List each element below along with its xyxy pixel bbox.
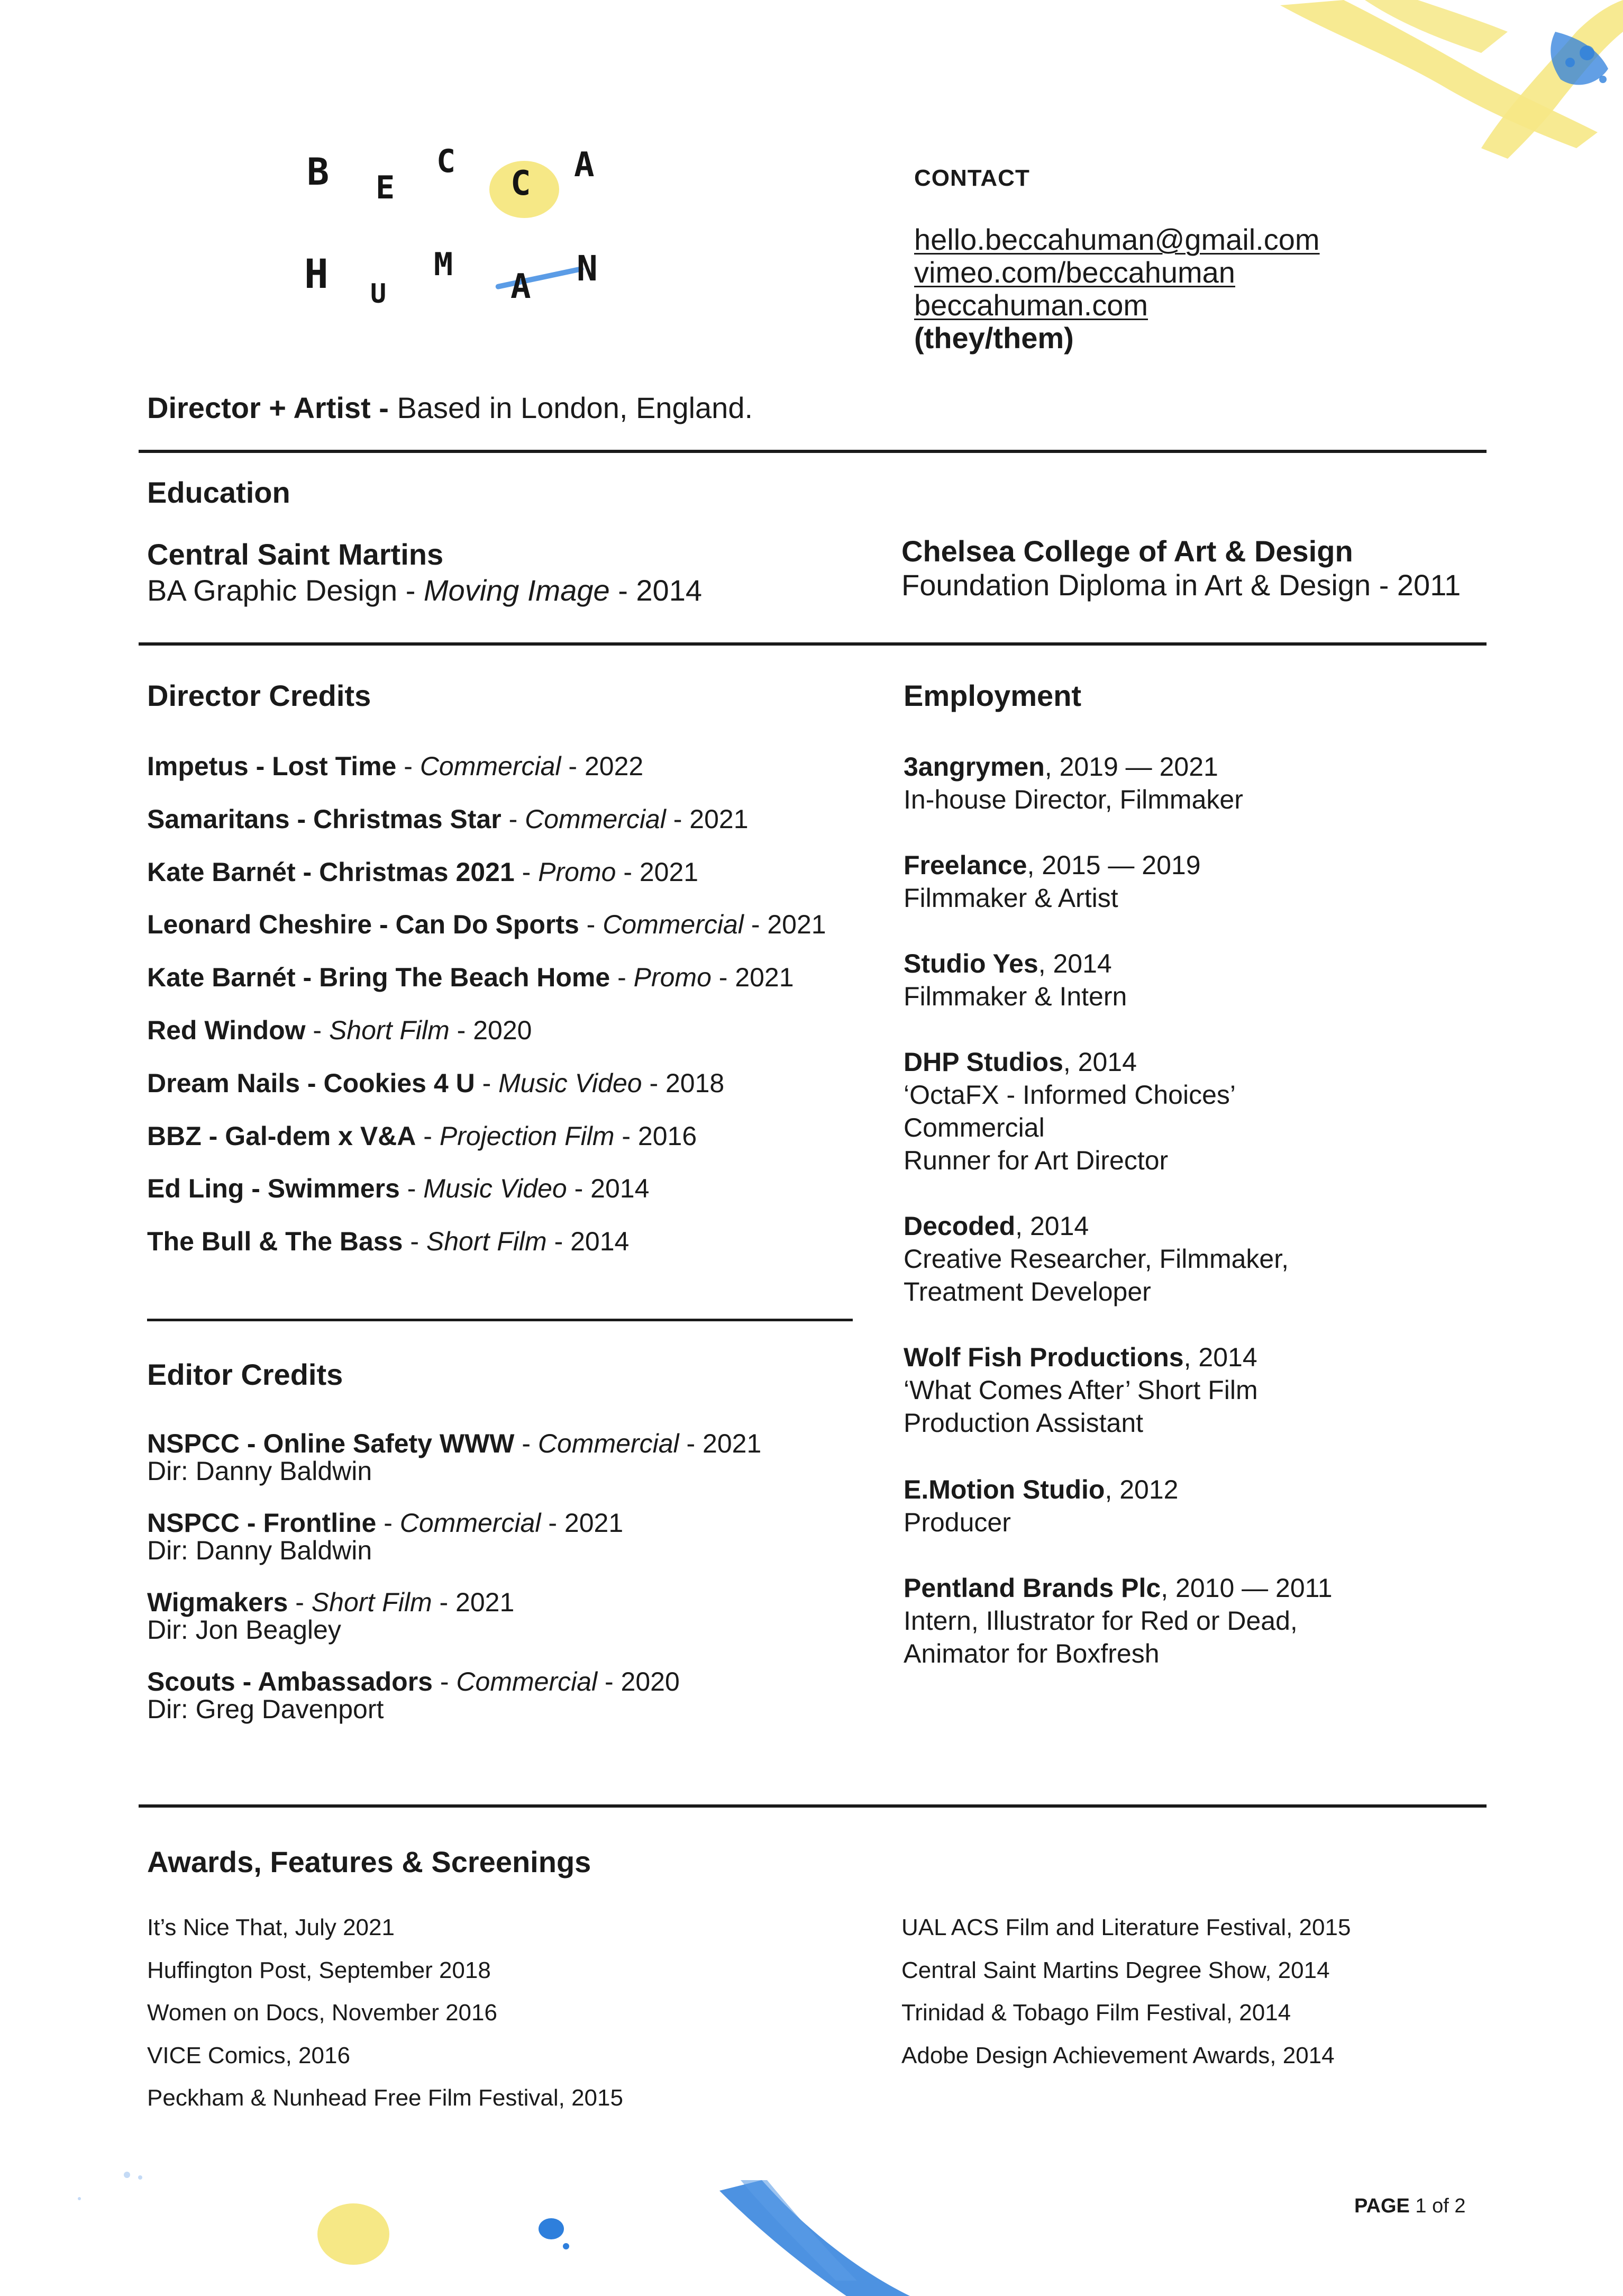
credit-title: Impetus - Lost Time (147, 751, 397, 781)
education-school: Chelsea College of Art & Design (901, 534, 1353, 568)
employment-role: Runner for Art Director (904, 1146, 1169, 1175)
credit-type: Short Film (311, 1587, 432, 1617)
director-credit-item: Kate Barnét - Bring The Beach Home - Promo - 2021 (147, 963, 794, 993)
divider (139, 450, 1487, 453)
editor-credit-item: Scouts - Ambassadors - Commercial - 2020 Dir: Greg Davenport (147, 1667, 680, 1724)
credit-type: Short Film (426, 1227, 547, 1257)
employment-dates: , 2019 — 2021 (1044, 752, 1218, 782)
credit-type: Commercial (537, 1429, 679, 1458)
credit-type: Music Video (498, 1068, 642, 1098)
credit-title: Scouts - Ambassadors (147, 1667, 433, 1696)
credit-type: Music Video (423, 1174, 567, 1204)
page-indicator (1354, 2195, 1466, 2218)
credit-title: Dream Nails - Cookies 4 U (147, 1068, 475, 1098)
education-year: - 2014 (609, 574, 702, 607)
paint-splash-bottom (0, 2148, 1623, 2296)
editor-credits-heading: Editor Credits (147, 1358, 343, 1391)
award-item: Trinidad & Tobago Film Festival, 2014 (901, 2000, 1291, 2026)
credit-year: 2021 (703, 1429, 762, 1458)
credit-year: 2021 (735, 963, 794, 993)
director-credit-item: Ed Ling - Swimmers - Music Video - 2014 (147, 1174, 650, 1204)
employment-role: Filmmaker & Intern (904, 982, 1127, 1011)
director-credit-item: Leonard Cheshire - Can Do Sports - Commercial - 2021 (147, 910, 826, 940)
divider (147, 1319, 853, 1321)
credit-title: Kate Barnét - Bring The Beach Home (147, 963, 610, 993)
education-item (147, 537, 702, 609)
employment-role: In-house Director, Filmmaker (904, 785, 1243, 814)
page-number: 1 of 2 (1409, 2195, 1466, 2217)
credit-type: Commercial (456, 1667, 598, 1696)
logo-letter: A (510, 267, 531, 306)
employment-dates: , 2015 — 2019 (1027, 850, 1201, 880)
page-label: PAGE (1354, 2195, 1410, 2217)
director-credit-item: BBZ - Gal-dem x V&A - Projection Film - 2016 (147, 1121, 697, 1151)
education-degree: BA Graphic Design - (147, 574, 424, 607)
education-degree: Foundation Diploma in Art & Design - 2011 (901, 568, 1461, 602)
credit-year: 2021 (767, 910, 826, 940)
employment-role: ‘What Comes After’ Short Film (904, 1375, 1258, 1405)
employment-dates: , 2012 (1105, 1475, 1179, 1504)
education-heading: Education (147, 476, 290, 509)
credit-director: Dir: Danny Baldwin (147, 1536, 372, 1565)
credit-type: Commercial (525, 804, 666, 834)
employment-company: DHP Studios (904, 1047, 1063, 1077)
credit-title: Leonard Cheshire - Can Do Sports (147, 910, 579, 940)
credit-year: 2014 (590, 1174, 650, 1204)
tagline-location: Based in London, England. (388, 391, 753, 424)
logo-letter: N (577, 248, 598, 289)
award-item: VICE Comics, 2016 (147, 2042, 350, 2068)
pronouns: (they/them) (914, 321, 1074, 355)
employment-item (904, 1046, 1236, 1177)
divider (139, 1804, 1487, 1808)
employment-heading: Employment (904, 679, 1082, 712)
employment-item (904, 1210, 1289, 1308)
paint-splash-top-right (1259, 0, 1623, 159)
employment-item (904, 1341, 1258, 1439)
logo-letter: U (370, 278, 387, 309)
director-credit-item: Impetus - Lost Time - Commercial - 2022 (147, 751, 644, 781)
credit-type: Commercial (399, 1508, 541, 1538)
credit-type: Projection Film (439, 1121, 615, 1151)
employment-item (904, 750, 1243, 816)
employment-role: Production Assistant (904, 1408, 1144, 1438)
employment-company: Studio Yes (904, 949, 1038, 978)
logo-blue-stroke (495, 266, 584, 289)
contact-heading: CONTACT (914, 165, 1030, 191)
credit-title: BBZ - Gal-dem x V&A (147, 1121, 416, 1151)
employment-role: Producer (904, 1508, 1011, 1537)
logo-letter: M (434, 246, 453, 283)
employment-role: Filmmaker & Artist (904, 883, 1118, 913)
education-school: Central Saint Martins (147, 538, 444, 571)
vimeo-link[interactable]: vimeo.com/beccahuman (914, 256, 1235, 289)
email-link[interactable]: hello.beccahuman@gmail.com (914, 223, 1320, 256)
award-item: Adobe Design Achievement Awards, 2014 (901, 2042, 1335, 2068)
employment-dates: , 2014 (1063, 1047, 1137, 1077)
credit-year: 2014 (570, 1227, 630, 1257)
credit-type: Commercial (603, 910, 744, 940)
credit-title: The Bull & The Bass (147, 1227, 403, 1257)
credit-year: 2021 (455, 1587, 515, 1617)
director-credit-item: Red Window - Short Film - 2020 (147, 1015, 532, 1045)
credit-title: Red Window (147, 1015, 306, 1045)
employment-item (904, 947, 1127, 1013)
credit-year: 2018 (665, 1068, 725, 1098)
award-item: Central Saint Martins Degree Show, 2014 (901, 1957, 1330, 1983)
awards-heading: Awards, Features & Screenings (147, 1845, 591, 1878)
credit-title: Kate Barnét - Christmas 2021 (147, 857, 515, 887)
credit-year: 2021 (689, 804, 749, 834)
education-specialism: Moving Image (423, 574, 610, 607)
employment-company: E.Motion Studio (904, 1475, 1105, 1504)
employment-company: 3angrymen (904, 752, 1045, 782)
employment-dates: , 2014 (1015, 1211, 1089, 1241)
award-item: Huffington Post, September 2018 (147, 1957, 491, 1983)
website-link[interactable]: beccahuman.com (914, 288, 1148, 322)
director-credit-item: The Bull & The Bass - Short Film - 2014 (147, 1227, 630, 1257)
logo-letter: H (304, 250, 329, 297)
credit-title: NSPCC - Online Safety WWW (147, 1429, 515, 1458)
editor-credit-item: NSPCC - Online Safety WWW - Commercial - 2021 Dir: Danny Baldwin (147, 1429, 762, 1486)
editor-credit-item: Wigmakers - Short Film - 2021 Dir: Jon Beagley (147, 1587, 515, 1645)
credit-title: NSPCC - Frontline (147, 1508, 377, 1538)
credit-title: Wigmakers (147, 1587, 288, 1617)
logo-letter: C (436, 143, 456, 180)
logo (296, 143, 624, 323)
employment-dates: , 2010 — 2011 (1161, 1573, 1333, 1603)
employment-company: Pentland Brands Plc (904, 1573, 1161, 1603)
credit-year: 2021 (564, 1508, 624, 1538)
director-credit-item: Samaritans - Christmas Star - Commercial - 2021 (147, 804, 749, 834)
credit-year: 2020 (621, 1667, 680, 1696)
employment-role: Animator for Boxfresh (904, 1639, 1160, 1668)
tagline (147, 391, 753, 425)
credit-year: 2021 (639, 857, 699, 887)
employment-item (904, 849, 1201, 914)
tagline-role: Director + Artist - (147, 391, 389, 424)
director-credits-heading: Director Credits (147, 679, 371, 712)
logo-letter: E (376, 169, 395, 206)
credit-year: 2022 (584, 751, 644, 781)
logo-letter: A (574, 146, 595, 185)
education-item (901, 534, 1461, 602)
credit-type: Short Film (329, 1015, 450, 1045)
credit-type: Promo (538, 857, 616, 887)
credit-year: 2020 (473, 1015, 532, 1045)
employment-role: Treatment Developer (904, 1277, 1151, 1306)
award-item: It’s Nice That, July 2021 (147, 1914, 395, 1940)
employment-role: Creative Researcher, Filmmaker, (904, 1244, 1289, 1274)
credit-director: Dir: Danny Baldwin (147, 1456, 372, 1486)
director-credit-item: Kate Barnét - Christmas 2021 - Promo - 2021 (147, 857, 699, 887)
credit-type: Promo (633, 963, 712, 993)
employment-company: Decoded (904, 1211, 1016, 1241)
director-credit-item: Dream Nails - Cookies 4 U - Music Video - 2018 (147, 1068, 725, 1098)
employment-dates: , 2014 (1183, 1342, 1257, 1372)
employment-role: Intern, Illustrator for Red or Dead, (904, 1606, 1298, 1636)
credit-type: Commercial (420, 751, 561, 781)
logo-letter: C (510, 164, 531, 203)
logo-letter: B (307, 150, 330, 194)
employment-item (904, 1473, 1178, 1539)
employment-role: Commercial (904, 1113, 1045, 1142)
award-item: Women on Docs, November 2016 (147, 2000, 497, 2026)
credit-title: Samaritans - Christmas Star (147, 804, 502, 834)
award-item: UAL ACS Film and Literature Festival, 2015 (901, 1914, 1351, 1940)
credit-title: Ed Ling - Swimmers (147, 1174, 400, 1204)
employment-item (904, 1572, 1333, 1670)
employment-dates: , 2014 (1038, 949, 1112, 978)
employment-company: Wolf Fish Productions (904, 1342, 1184, 1372)
contact-block (914, 165, 1496, 355)
award-item: Peckham & Nunhead Free Film Festival, 2015 (147, 2085, 623, 2111)
credit-director: Dir: Jon Beagley (147, 1615, 341, 1645)
credit-director: Dir: Greg Davenport (147, 1694, 384, 1724)
credit-year: 2016 (637, 1121, 697, 1151)
editor-credit-item: NSPCC - Frontline - Commercial - 2021 Dir: Danny Baldwin (147, 1508, 624, 1565)
employment-role: ‘OctaFX - Informed Choices’ (904, 1080, 1236, 1110)
divider (139, 642, 1487, 646)
employment-company: Freelance (904, 850, 1027, 880)
